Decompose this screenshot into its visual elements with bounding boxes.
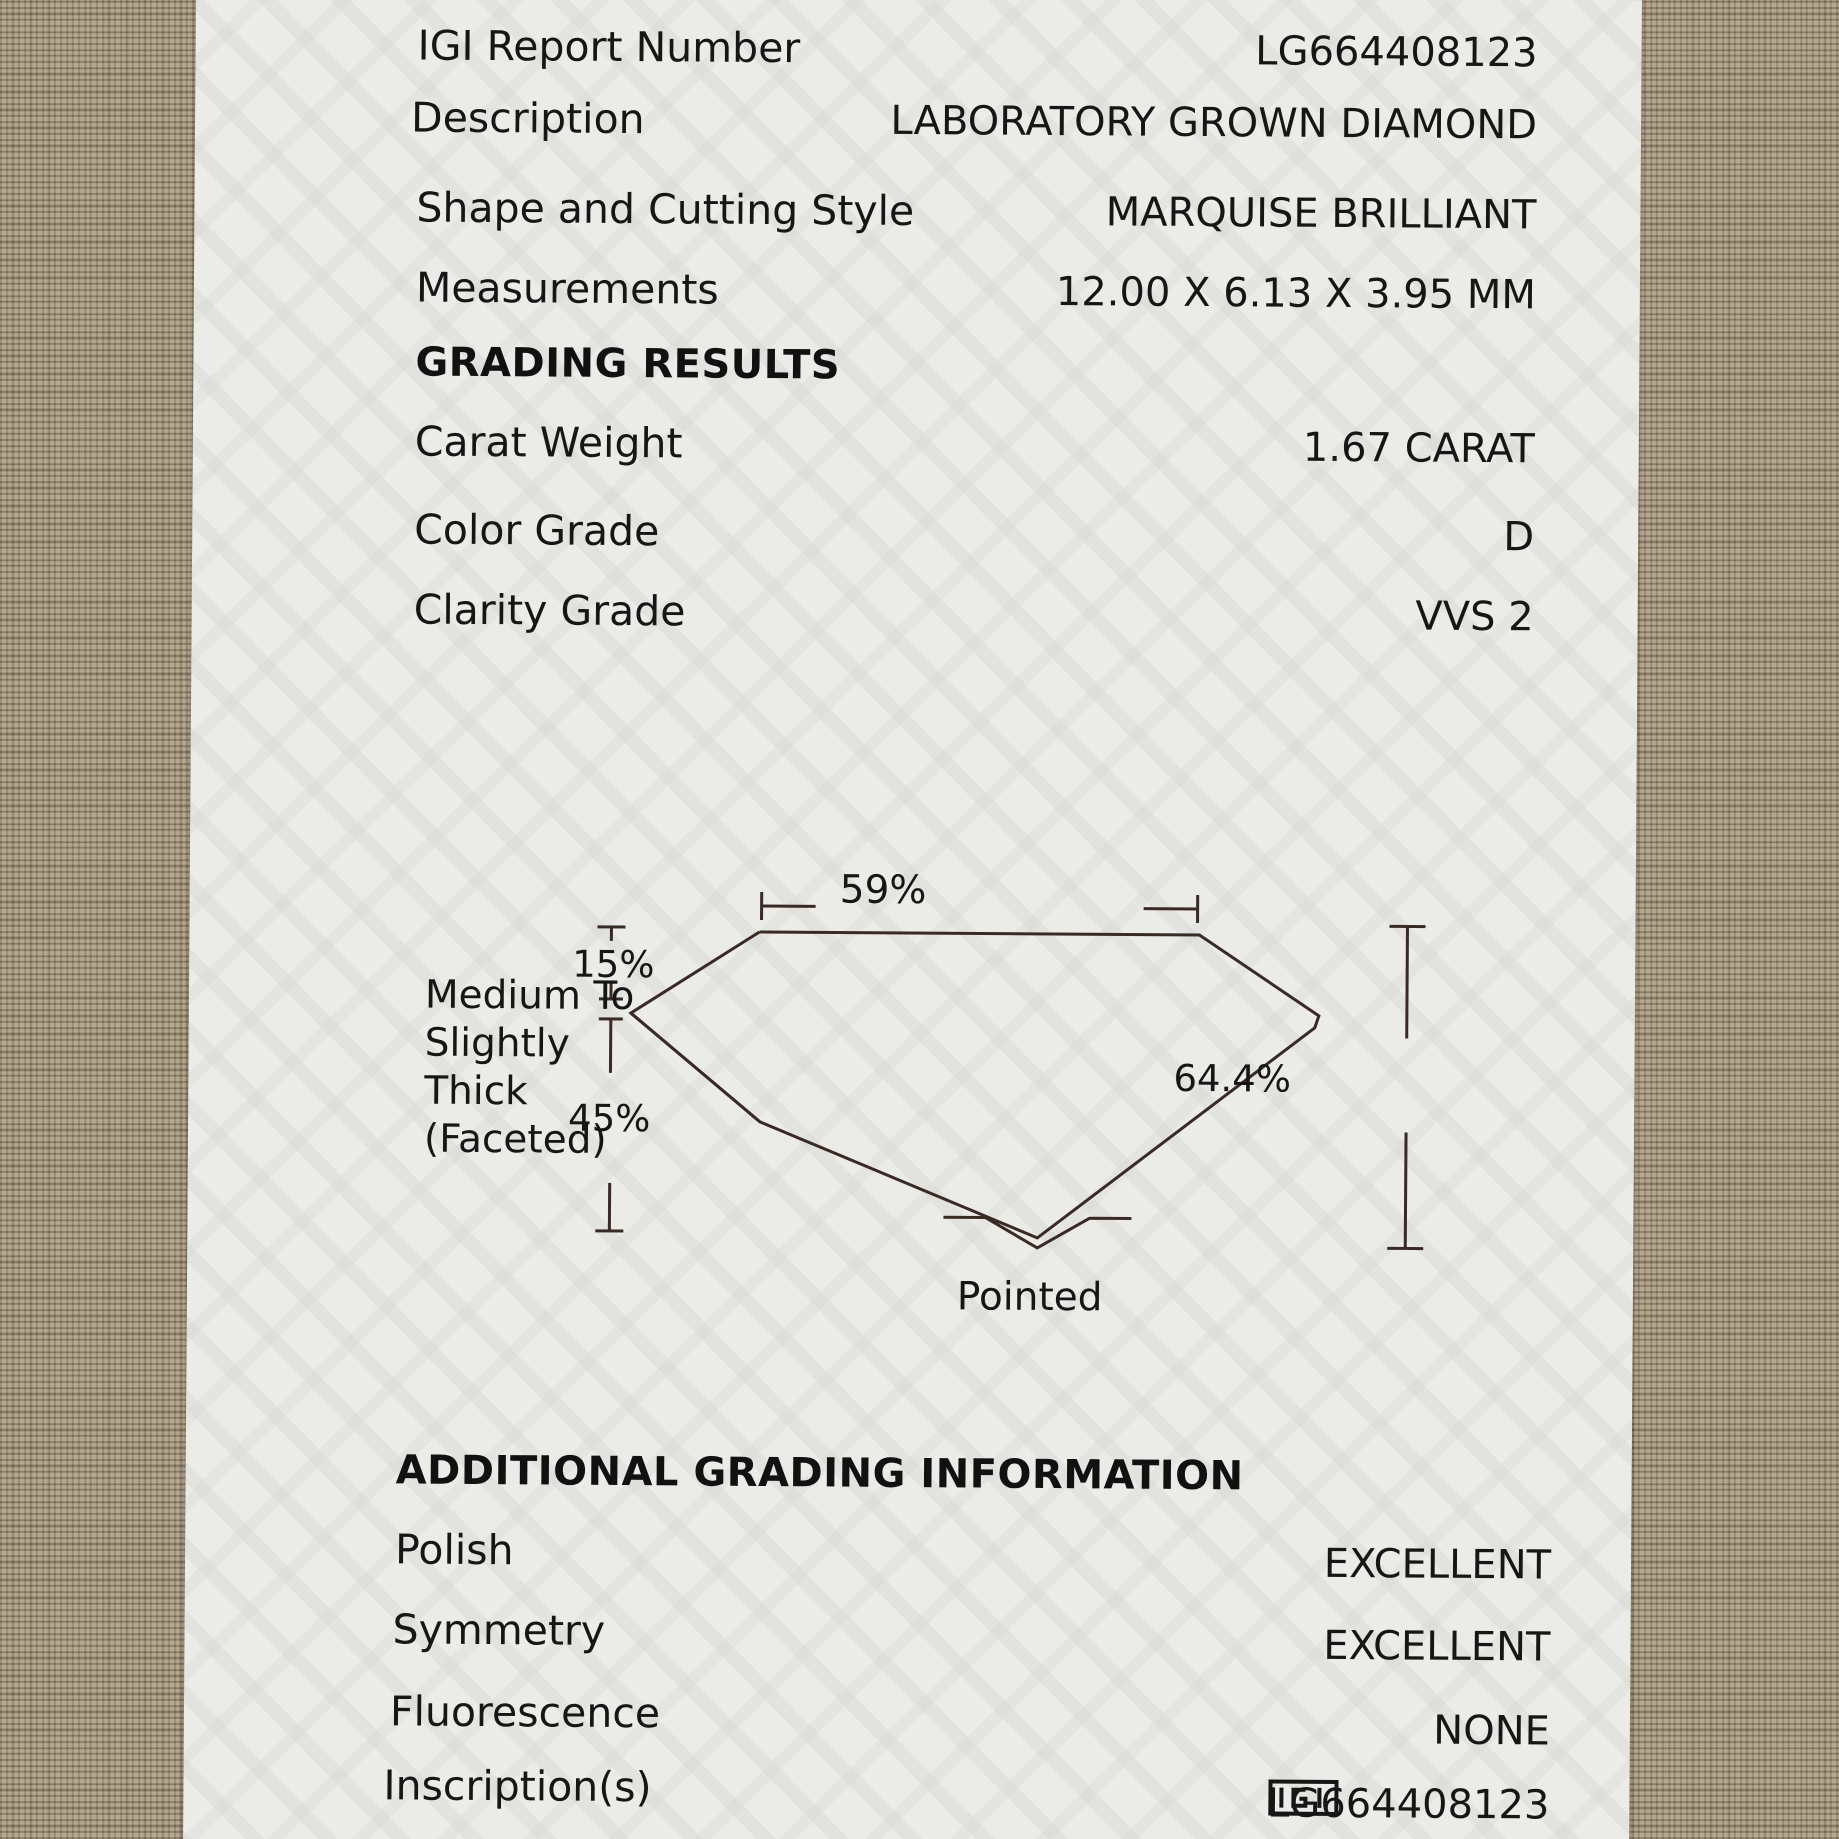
symmetry-label: Symmetry — [392, 1605, 606, 1655]
measurements-label: Measurements — [415, 263, 719, 314]
description-value: LABORATORY GROWN DIAMOND — [890, 97, 1538, 149]
fluorescence-value: NONE — [1433, 1707, 1551, 1755]
total-depth-percent: 64.4% — [1173, 1056, 1292, 1101]
girdle-line-3: Thick — [424, 1068, 528, 1115]
shape-value: MARQUISE BRILLIANT — [1105, 189, 1537, 239]
girdle-line-2: Slightly — [424, 1020, 570, 1067]
measurements-value: 12.00 X 6.13 X 3.95 MM — [1055, 269, 1537, 319]
additional-grading-heading: ADDITIONAL GRADING INFORMATION — [395, 1447, 1244, 1500]
polish-value: EXCELLENT — [1323, 1540, 1552, 1589]
description-label: Description — [410, 93, 645, 144]
proportion-diagram — [186, 0, 1642, 1400]
igi-report-card — [183, 0, 1642, 1839]
clarity-label: Clarity Grade — [413, 585, 686, 636]
carat-label: Carat Weight — [414, 417, 683, 468]
crown-height-percent: 15% — [572, 942, 655, 987]
culet-label: Pointed — [956, 1274, 1103, 1321]
inscription-label: Inscription(s) — [383, 1761, 652, 1812]
polish-label: Polish — [394, 1525, 514, 1575]
girdle-line-1: Medium To — [424, 972, 635, 1020]
fluorescence-label: Fluorescence — [389, 1687, 661, 1738]
symmetry-value: EXCELLENT — [1323, 1622, 1551, 1671]
shape-label: Shape and Cutting Style — [416, 183, 915, 236]
fluorescence-row — [184, 1682, 1630, 1755]
culet-marker — [943, 1217, 1131, 1248]
polish-row — [185, 1520, 1631, 1589]
color-label: Color Grade — [414, 505, 660, 556]
color-value: D — [1503, 514, 1535, 561]
inscription-row — [183, 1756, 1629, 1829]
symmetry-row — [184, 1600, 1630, 1671]
girdle-description — [424, 972, 635, 1165]
grading-results-heading: GRADING RESULTS — [415, 339, 841, 389]
igi-logo-icon — [1267, 1776, 1339, 1821]
inscription-value: LG664408123 — [1266, 1780, 1550, 1829]
report-number-label: IGI Report Number — [417, 21, 801, 73]
report-number-value: LG664408123 — [1255, 28, 1538, 77]
inscription-value-group — [1267, 1776, 1550, 1834]
pavilion-depth-percent: 45% — [567, 1096, 651, 1141]
table-percent: 59% — [839, 867, 927, 914]
clarity-value: VVS 2 — [1415, 593, 1534, 641]
girdle-line-4: (Faceted) — [423, 1116, 607, 1163]
carat-value: 1.67 CARAT — [1302, 424, 1535, 473]
